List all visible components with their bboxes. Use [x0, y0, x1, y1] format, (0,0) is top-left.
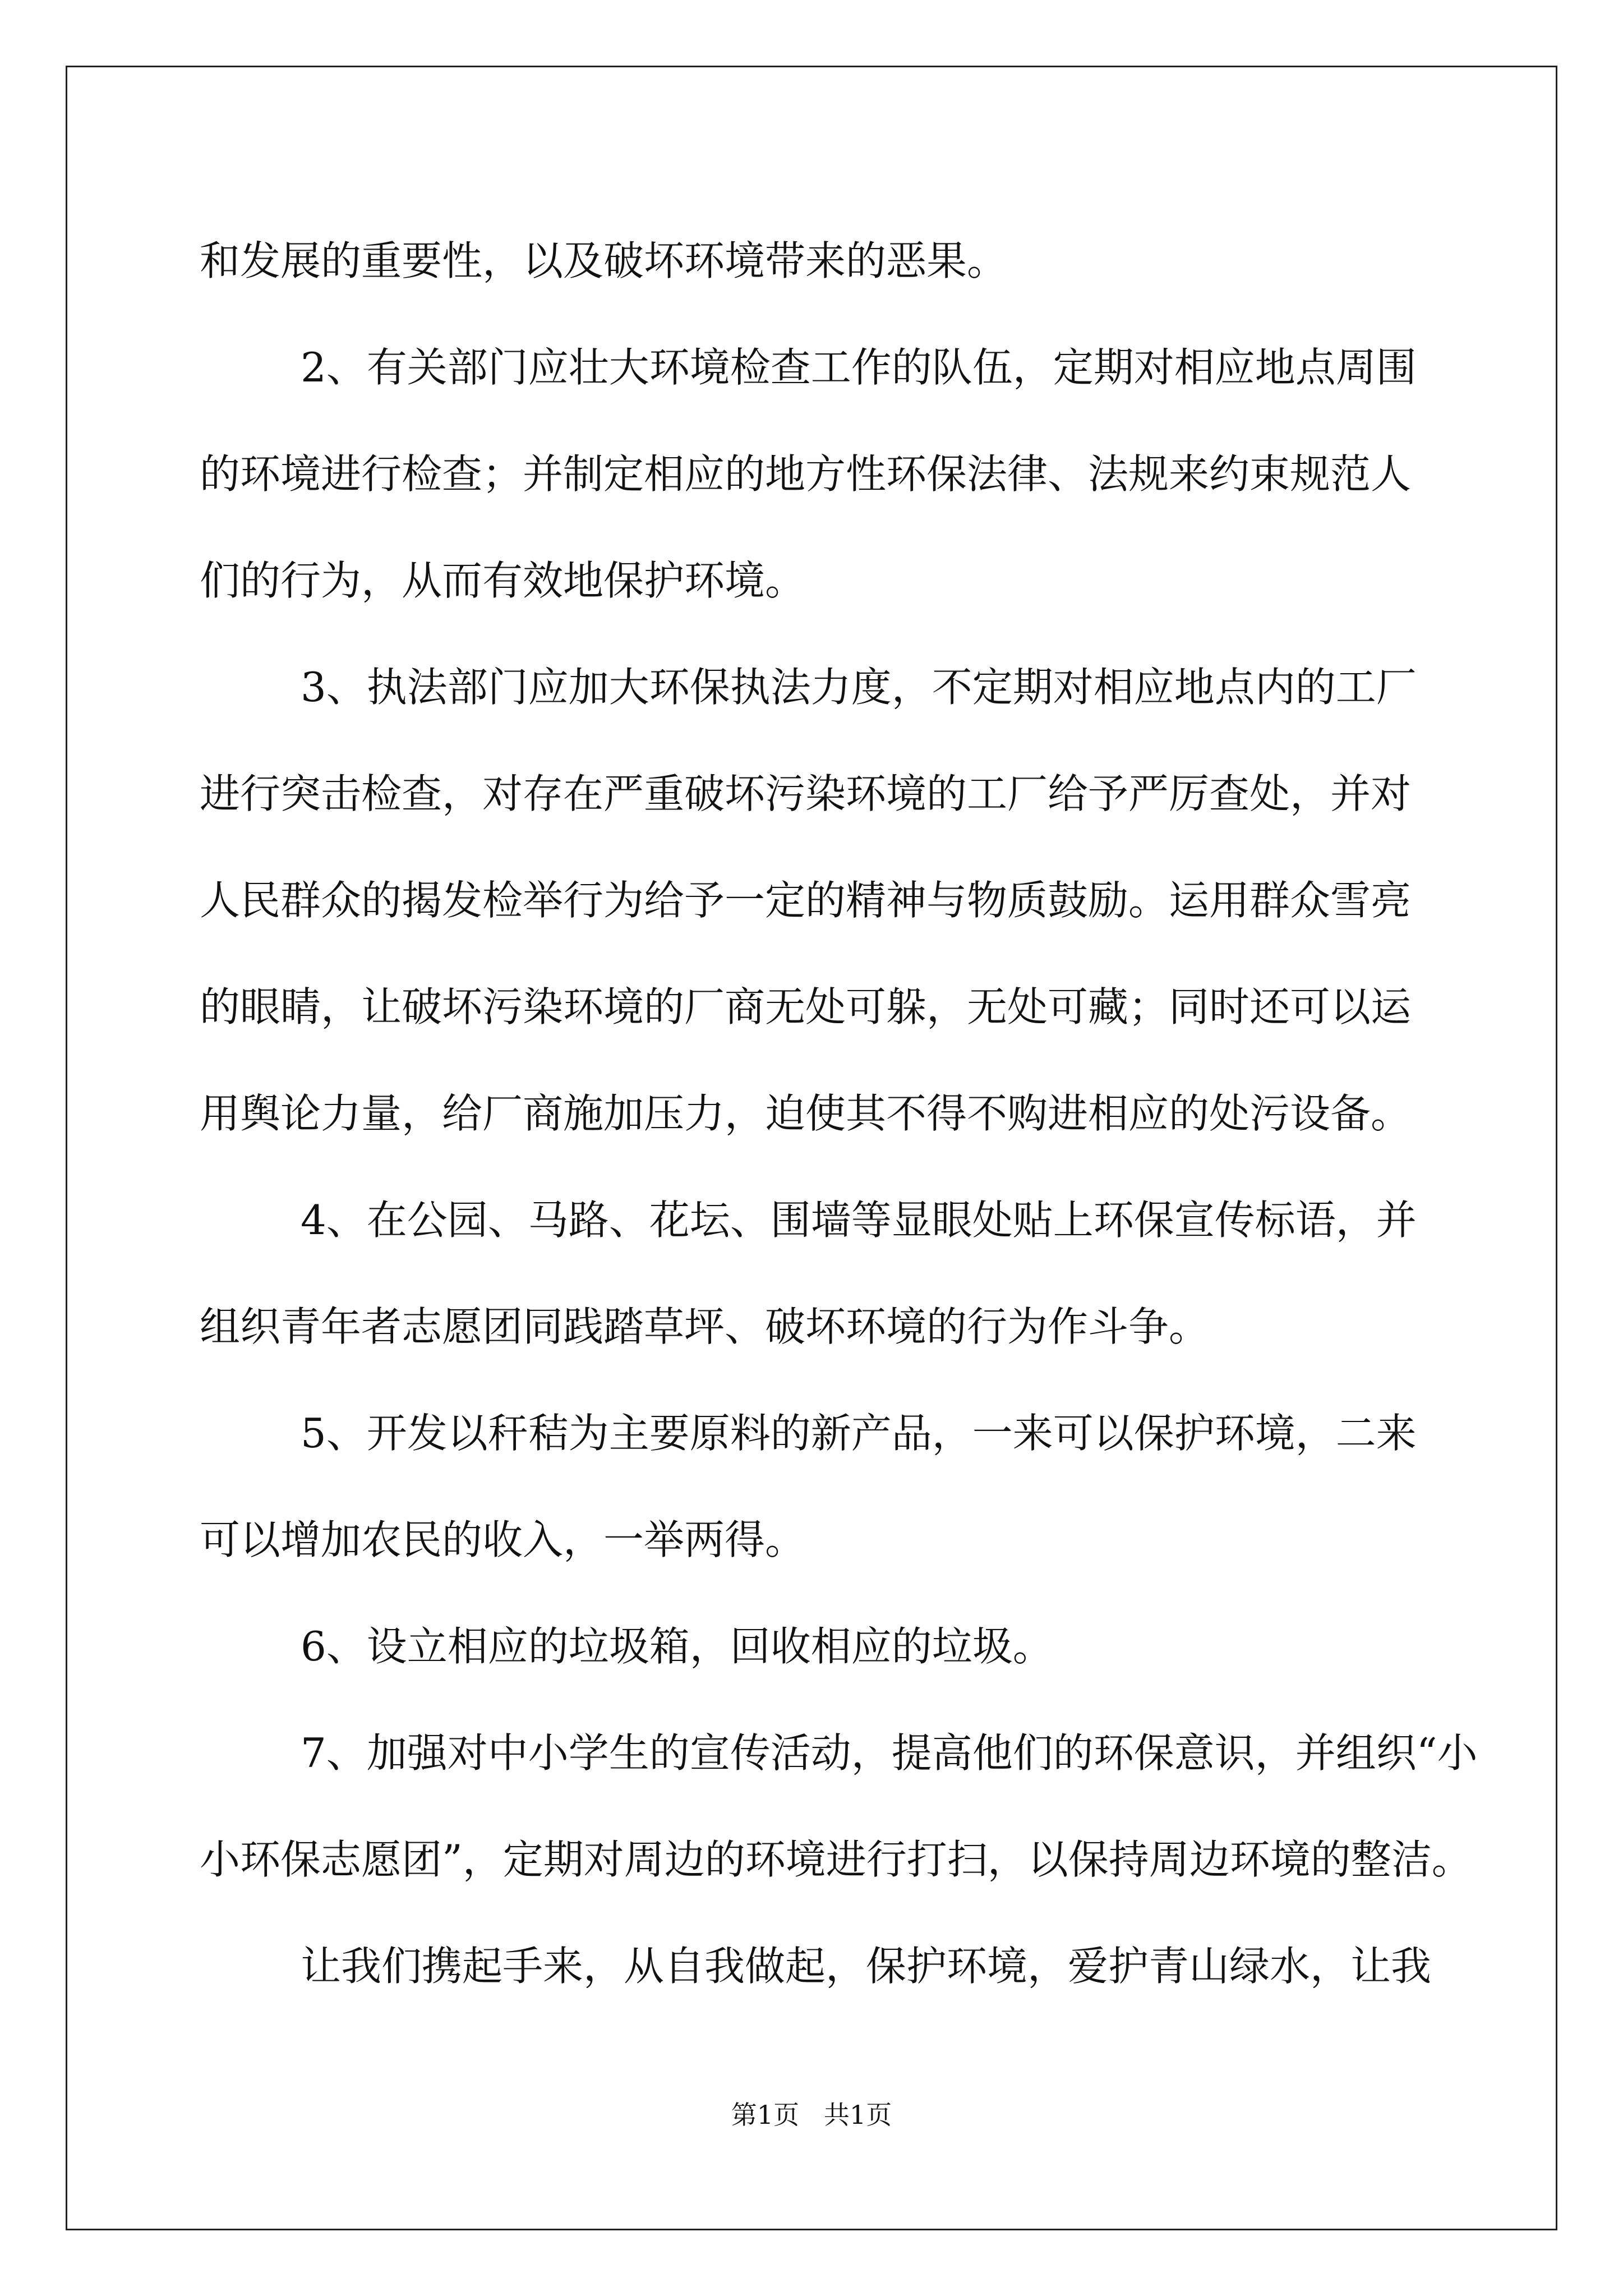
text-line: 的眼睛，让破坏污染环境的厂商无处可躲，无处可藏；同时还可以运	[200, 983, 1412, 1030]
text-line: 小环保志愿团”，定期对周边的环境进行打扫，以保持周边环境的整洁。	[200, 1836, 1472, 1883]
text-line: 进行突击检查，对存在严重破坏污染环境的工厂给予严厉查处，并对	[200, 770, 1412, 817]
text-line: 2、有关部门应壮大环境检查工作的队伍，定期对相应地点周围	[301, 344, 1417, 391]
text-line: 的环境进行检查；并制定相应的地方性环保法律、法规来约束规范人	[200, 450, 1412, 498]
document-body	[200, 208, 1478, 2019]
text-line: 组织青年者志愿团同践踏草坪、破坏环境的行为作斗争。	[200, 1303, 1210, 1350]
text-line: 5、开发以秆秸为主要原料的新产品，一来可以保护环境，二来	[301, 1410, 1417, 1457]
text-line: 可以增加农民的收入，一举两得。	[200, 1516, 806, 1563]
text-line: 和发展的重要性，以及破坏环境带来的恶果。	[200, 237, 1008, 284]
text-line: 用舆论力量，给厂商施加压力，迫使其不得不购进相应的处污设备。	[200, 1090, 1412, 1137]
page-number-footer: 第1页 共1页	[731, 2100, 892, 2130]
text-line: 3、执法部门应加大环保执法力度，不定期对相应地点内的工厂	[301, 664, 1417, 711]
text-line: 让我们携起手来，从自我做起，保护环境，爱护青山绿水，让我	[301, 1943, 1432, 1990]
text-line: 6、设立相应的垃圾箱，回收相应的垃圾。	[301, 1623, 1053, 1670]
text-line: 4、在公园、马路、花坛、围墙等显眼处贴上环保宣传标语，并	[301, 1197, 1417, 1244]
text-line: 们的行为，从而有效地保护环境。	[200, 557, 806, 604]
text-line: 人民群众的揭发检举行为给予一定的精神与物质鼓励。运用群众雪亮	[200, 877, 1412, 924]
text-line: 7、加强对中小学生的宣传活动，提高他们的环保意识，并组织“小	[301, 1729, 1478, 1777]
